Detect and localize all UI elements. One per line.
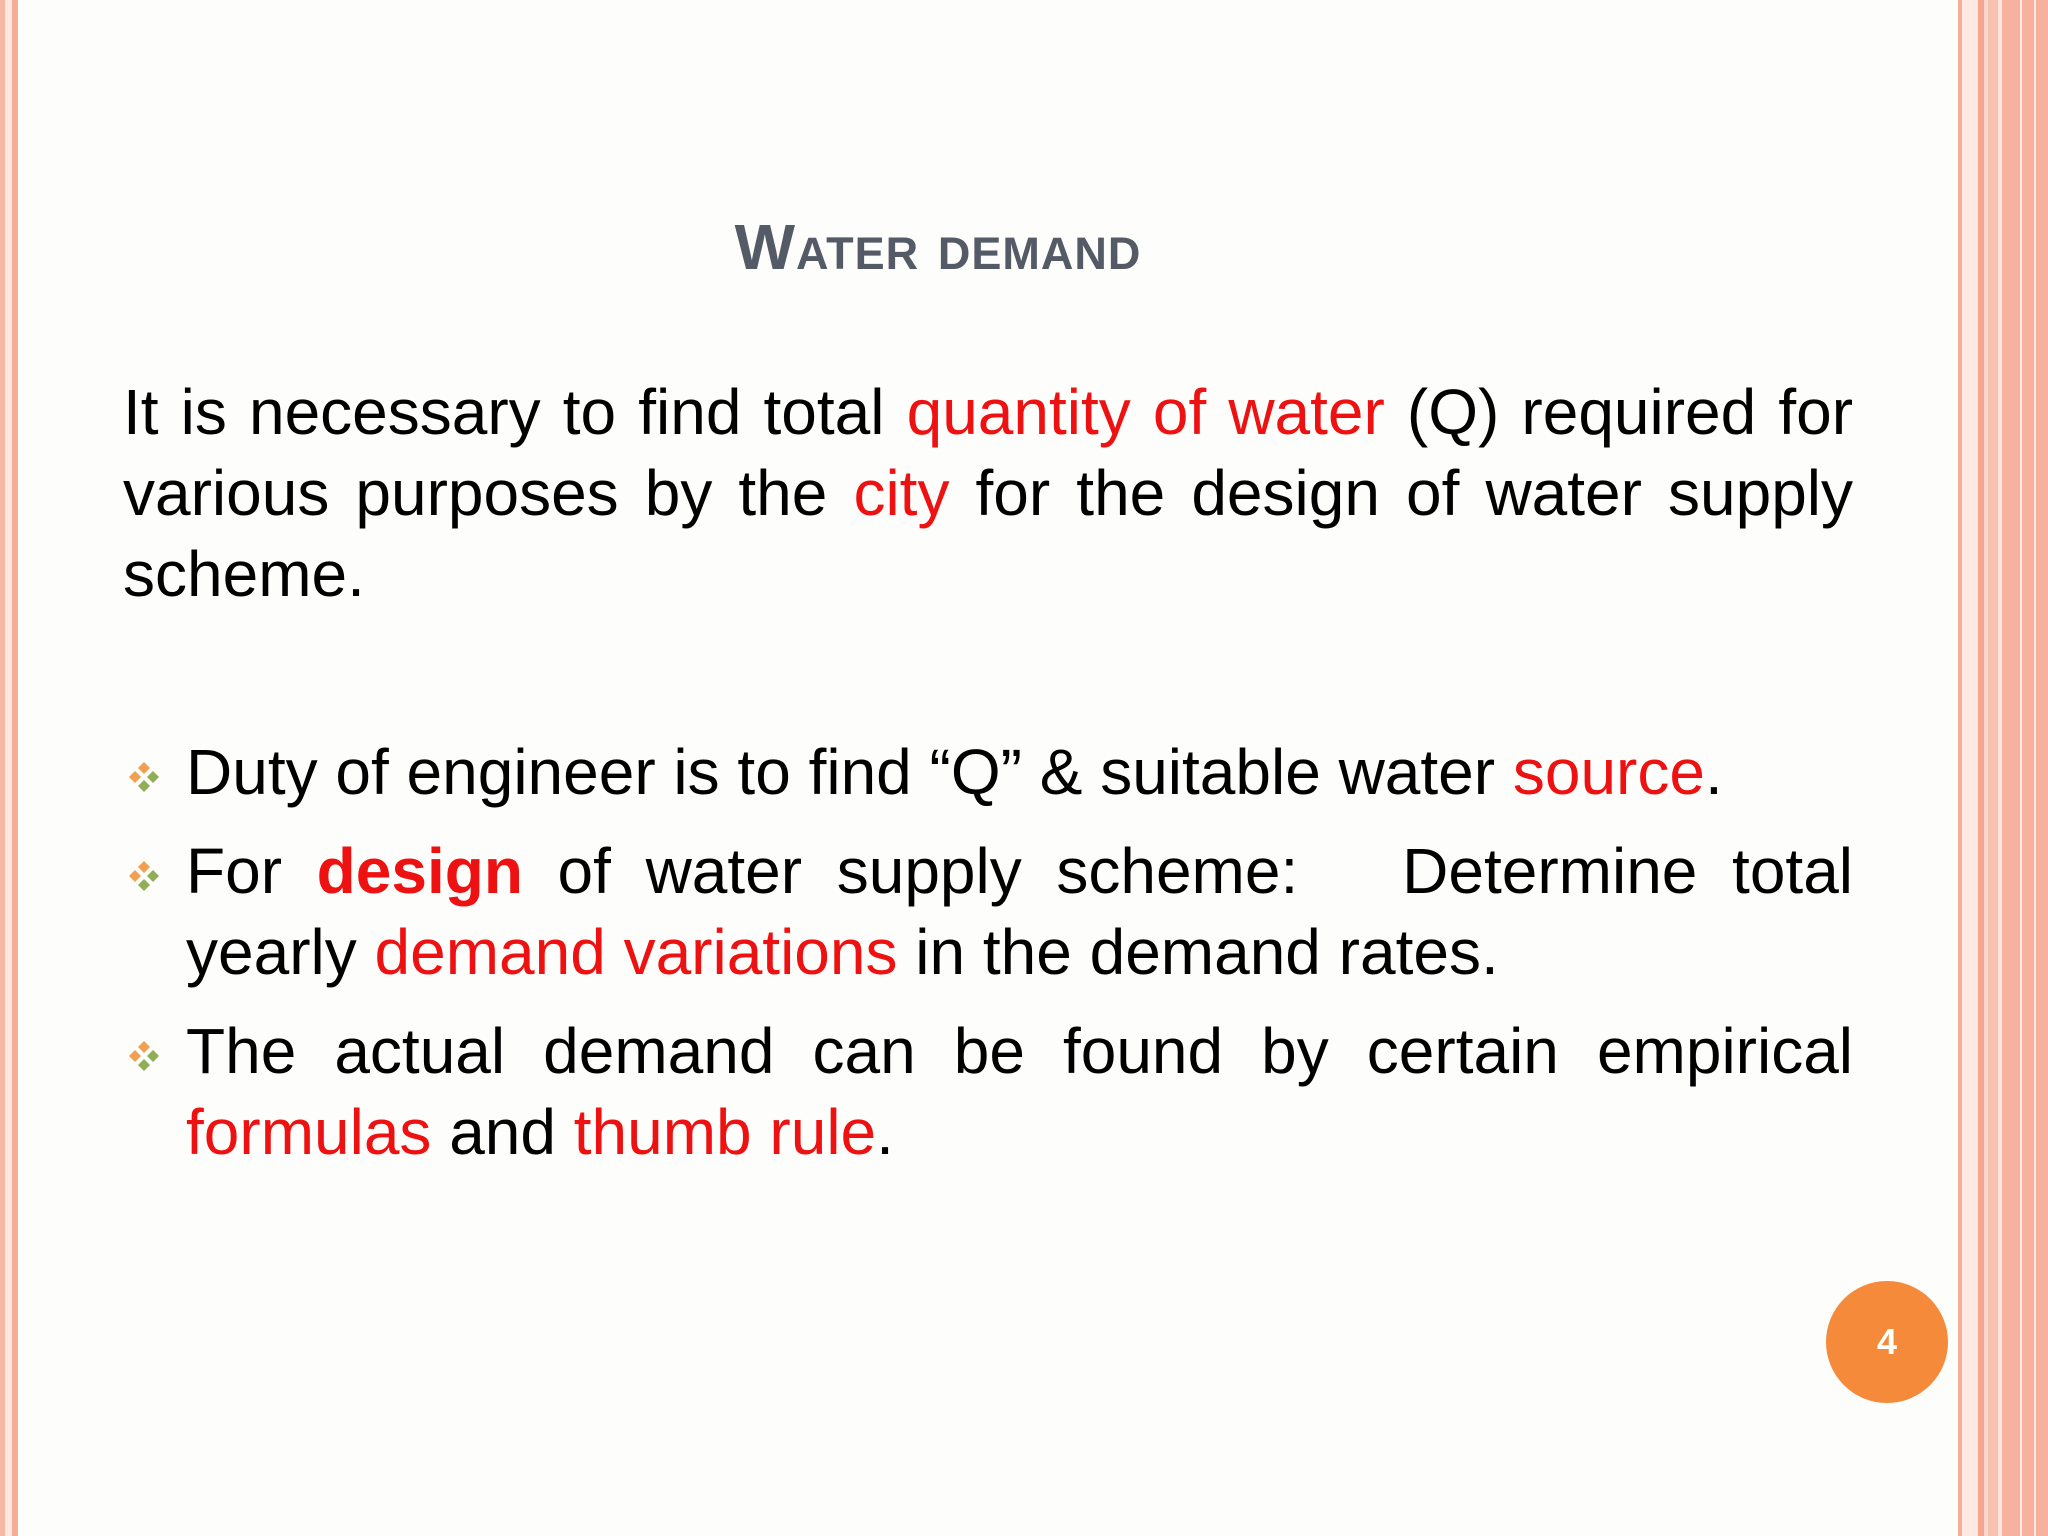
highlight-demand-variations: demand variations [374, 916, 898, 988]
bullet-text: . [1704, 736, 1723, 808]
stripe-line [2020, 0, 2022, 1536]
intro-text: for the design of water supply scheme. [123, 457, 1854, 610]
bullet-text: The actual demand can be found by certain empirical [186, 1015, 1853, 1087]
bullet-text: . [876, 1096, 894, 1168]
stripe-line [1970, 0, 1972, 1536]
bullet-text: For [186, 835, 317, 907]
highlight-quantity-of-water: quantity of water [906, 376, 1385, 448]
bullet-text: and [431, 1096, 574, 1168]
page-number-badge: 4 [1826, 1281, 1948, 1403]
bullet-item [123, 831, 1871, 993]
bullet-item [123, 1011, 1853, 1173]
four-diamond-bullet-icon [127, 859, 161, 893]
bullet-text: Duty of engineer is to find “Q” & suitable water [186, 736, 1513, 808]
bullet-text: in the demand rates. [897, 916, 1499, 988]
intro-text: (Q) required for various purposes by the [123, 376, 1854, 529]
highlight-design: design [316, 835, 523, 907]
four-diamond-bullet-icon [127, 760, 161, 794]
intro-paragraph [123, 372, 1853, 615]
bullet-text: of water supply scheme: Determine total yearly [186, 835, 1871, 988]
four-diamond-bullet-icon [127, 1039, 161, 1073]
highlight-city: city [853, 457, 950, 529]
bullet-item [123, 732, 1853, 813]
stripe-line [2034, 0, 2036, 1536]
intro-text: It is necessary to find total [123, 376, 907, 448]
highlight-source: source [1512, 736, 1705, 808]
slide-title: Water demand [734, 211, 1142, 283]
highlight-formulas: formulas [186, 1096, 432, 1168]
slide-content [123, 372, 1871, 1168]
right-border-stripes [1958, 0, 2048, 1536]
highlight-thumb-rule: thumb rule [573, 1096, 877, 1168]
bullet-list [123, 732, 1871, 1191]
